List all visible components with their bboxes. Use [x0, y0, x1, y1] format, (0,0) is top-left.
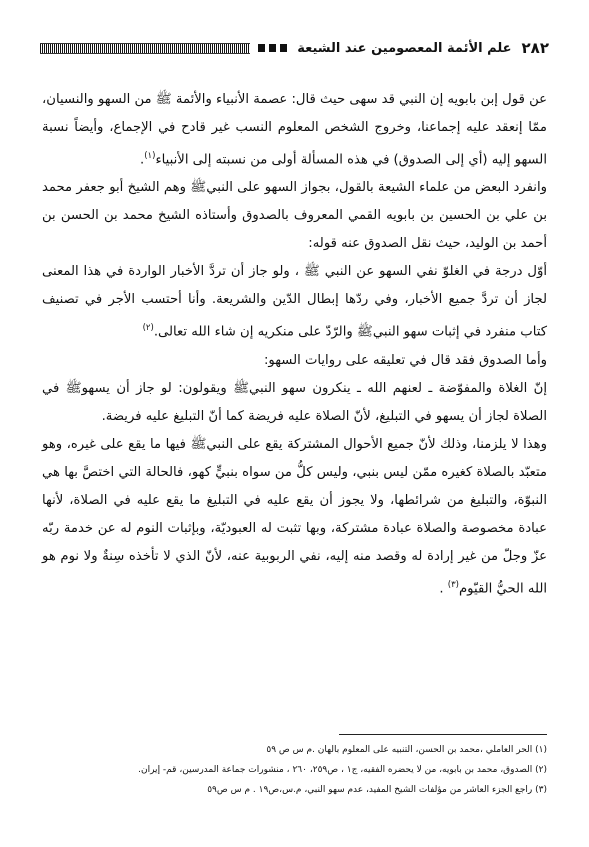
paragraph-1: عن قول إبن بابويه إن النبي قد سهى حيث قال: عصمة الأنبياء والأئمة ﷺ من السهو والنسيان، ممّا إنعقد عليه إجماعنا، وخروج الشخص المعلوم النسب غير قادح في الإجماع، وأيضاً نسبة السهو إليه (أي إلى الصدوق) في هذه المسألة أولى من نسبته إلى الأنبياء$^{(١)}$.	[42, 92, 547, 168]
footnote-ref-2: (٢)	[142, 323, 154, 334]
body-text	[42, 86, 547, 603]
running-header	[40, 36, 549, 60]
footnotes	[42, 740, 547, 800]
footnote-1: (١) الحر العاملي ،محمد بن الحسن، التنبيه على المعلوم بالهان .م س ص ٥٩	[266, 745, 547, 755]
paragraph-6: وهذا لا يلزمنا، وذلك لأنّ جميع الأحوال المشتركة يقع على النبيﷺ فيها ما يقع على غيره، وهو متعبّد بالصلاة كغيره ممّن ليس بنبي، وليس كلُّ من سواه بنبيٍّ كهو، فالحالة التي اختصَّ بها هي النبوّة، والتبليغ من شرائطها، ولا يجوز أن يقع عليه في التبليغ ما يقع عليه في الصلاة، لأنها عبادة مخصوصة والصلاة عبادة مشتركة، وبها تثبت له العبوديّة، وبإثبات النوم له عن خدمة ربّه عزّ وجلّ من غير إرادة له وقصد منه إليه، نفي الربوبية عنه، لأنّ الذي لا تأخذه سِنةٌ ولا نوم هو الله الحيُّ القيّوم$^{(٣)}$ .	[42, 436, 547, 597]
page-number: ٢٨٢	[521, 39, 549, 57]
quote-ibn-al-walid: أوّل درجة في الغلوّ نفي السهو عن النبي ﷺ ، ولو جاز أن تردَّ الأخبار الواردة في هذا المعنى لجاز أن تردَّ جميع الأخبار، وفي ردّها إبطال الدّين والشريعة. وأنا أحتسب الأجر في تصنيف كتاب منفرد في إثبات سهو النبيﷺ والرّدّ على منكريه إن شاء الله تعالى.$^{(٢)}$	[42, 264, 547, 340]
footnote-separator	[339, 734, 547, 735]
paragraph-2: وانفرد البعض من علماء الشيعة بالقول، بجواز السهو على النبيﷺ وهم الشيخ أبو جعفر محمد بن علي بن الحسين بن بابويه القمي المعروف بالصدوق وأستاذه الشيخ محمد بن الحسن بن أحمد بن الوليد، حيث نقل الصدوق عنه قوله:	[42, 180, 547, 252]
paragraph-4: وأما الصدوق فقد قال في تعليقه على روايات السهو:	[263, 352, 547, 368]
header-ornament-squares	[258, 44, 287, 52]
footnote-ref-3: (٣)	[447, 579, 459, 590]
quote-saduq: إنّ الغلاة والمفوّضة ـ لعنهم الله ـ ينكرون سهو النبيﷺ ويقولون: لو جاز أن يسهوﷺ في الصلاة لجاز أن يسهو في التبليغ، لأنّ الصلاة عليه فريضة كما أنّ التبليغ عليه فريضة.	[42, 380, 547, 424]
footnote-ref-1: (١)	[144, 151, 156, 161]
header-decorative-bar	[40, 43, 250, 54]
footnote-3: (٣) راجع الجزء العاشر من مؤلفات الشيخ المفيد، عدم سهو النبي، م.س،ص١٩ . م س ص٥٩	[207, 785, 547, 795]
running-title: علم الأئمة المعصومين عند الشيعة	[297, 40, 512, 56]
footnote-2: (٢) الصدوق، محمد بن بابويه، من لا يحضره الفقيه، ج١ ، ص٢٥٩، ٢٦٠ ، منشورات جماعة المدرسين، قم- إيران.	[138, 765, 547, 775]
